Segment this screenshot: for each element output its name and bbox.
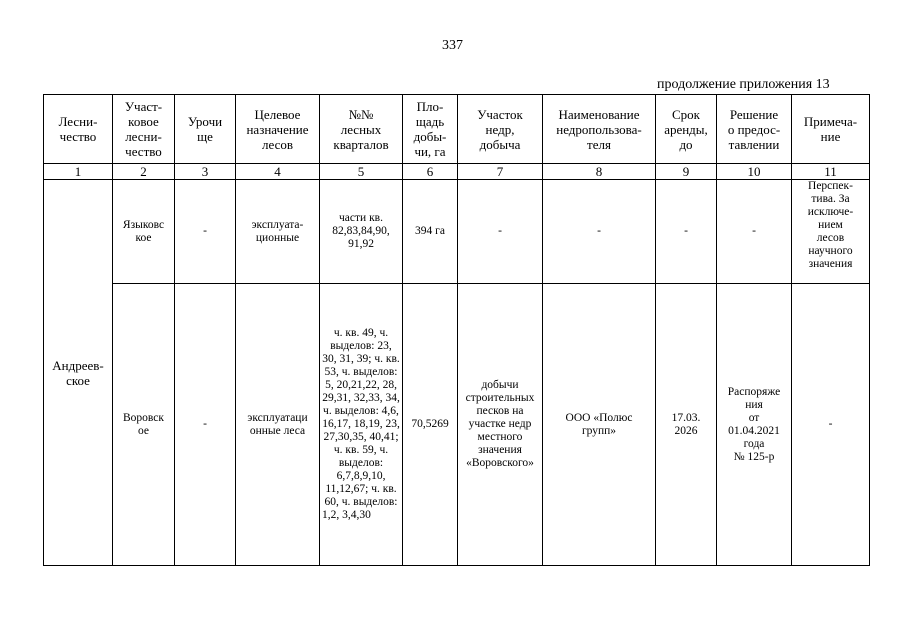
- header-cell: Лесни- чество: [44, 95, 113, 164]
- purpose-cell: эксплуата- ционные: [236, 180, 320, 284]
- column-number: 1: [44, 164, 113, 180]
- area-cell: 394 га: [403, 180, 458, 284]
- quarters-cell: ч. кв. 49, ч. выделов: 23, 30, 31, 39; ч. кв. 53, ч. выделов: 5, 20,21,22, 28, 29,31, 32,33, 34, ч. выделов: 4,6, 16,17, 18,19, 23, 27,30,35, 40,41; ч. кв. 59, ч. выделов: 6,7,8,9,10, 11,12,67; ч. кв. 60, ч. выделов: 1,2, 3,4,30: [320, 284, 403, 566]
- table-row: [44, 180, 870, 284]
- user-cell: ООО «Полюс групп»: [543, 284, 656, 566]
- table-row: [44, 284, 870, 566]
- header-cell: Решение о предос- тавлении: [717, 95, 792, 164]
- user-cell: -: [543, 180, 656, 284]
- column-number: 4: [236, 164, 320, 180]
- area-cell: 70,5269: [403, 284, 458, 566]
- header-cell: Урочи ще: [175, 95, 236, 164]
- term-cell: -: [656, 180, 717, 284]
- quarters-cell: части кв. 82,83,84,90, 91,92: [320, 180, 403, 284]
- column-number: 8: [543, 164, 656, 180]
- column-number: 2: [113, 164, 175, 180]
- purpose-cell: эксплуатаци онные леса: [236, 284, 320, 566]
- forestry-cell: Андреев- ское: [44, 180, 113, 566]
- decision-cell: -: [717, 180, 792, 284]
- column-number: 9: [656, 164, 717, 180]
- column-number: 6: [403, 164, 458, 180]
- page-number: 337: [442, 38, 463, 53]
- header-cell: Участ- ковое лесни- чество: [113, 95, 175, 164]
- column-number: 10: [717, 164, 792, 180]
- appendix-table: [43, 94, 870, 566]
- district-cell: Языковс кое: [113, 180, 175, 284]
- term-cell: 17.03. 2026: [656, 284, 717, 566]
- tract-cell: -: [175, 284, 236, 566]
- district-cell: Воровск ое: [113, 284, 175, 566]
- header-cell: Пло- щадь добы- чи, га: [403, 95, 458, 164]
- decision-cell: Распоряже ния от 01.04.2021 года № 125-р: [717, 284, 792, 566]
- header-row: [44, 95, 870, 164]
- column-number: 11: [792, 164, 870, 180]
- column-number: 3: [175, 164, 236, 180]
- column-number-row: [44, 164, 870, 180]
- subsoil-cell: добычи строительных песков на участке недр местного значения «Воровского»: [458, 284, 543, 566]
- header-cell: №№ лесных кварталов: [320, 95, 403, 164]
- tract-cell: -: [175, 180, 236, 284]
- header-cell: Примеча- ние: [792, 95, 870, 164]
- header-cell: Срок аренды, до: [656, 95, 717, 164]
- subsoil-cell: -: [458, 180, 543, 284]
- column-number: 5: [320, 164, 403, 180]
- header-cell: Целевое назначение лесов: [236, 95, 320, 164]
- note-cell: -: [792, 284, 870, 566]
- appendix-caption: продолжение приложения 13: [657, 77, 830, 92]
- column-number: 7: [458, 164, 543, 180]
- header-cell: Участок недр, добыча: [458, 95, 543, 164]
- header-cell: Наименование недропользова- теля: [543, 95, 656, 164]
- note-cell: Перспек- тива. За исключе- нием лесов научного значения: [792, 180, 870, 284]
